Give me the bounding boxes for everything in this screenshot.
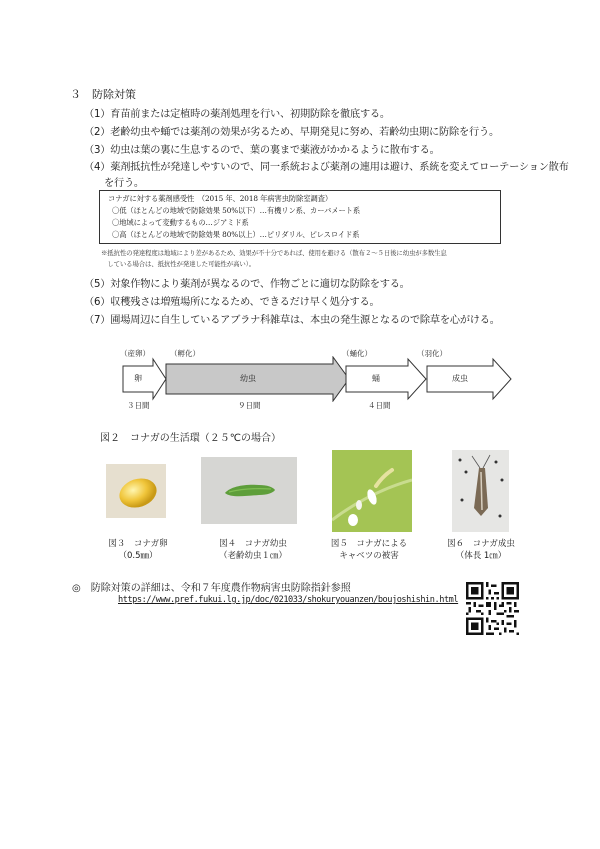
event-label-eclosion: （羽化）: [417, 349, 447, 358]
reference-link[interactable]: https://www.pref.fukui.lg.jp/doc/021033/shokuryouanzen/boujoshishin.html: [118, 595, 459, 605]
figure-3-caption: 図３ コナガ卵 （0.5㎜）: [108, 539, 168, 561]
arrow-larva: [166, 357, 349, 401]
duration-larva: ９日間: [238, 401, 261, 410]
list-item-4: （4）薬剤抵抗性が発達しやすいので、同一系統および薬剤の連用は避け、系統を変えてローテーション散布: [84, 162, 569, 173]
figure-4-caption: 図４ コナガ幼虫 （老齢幼虫１㎝）: [218, 539, 287, 561]
sensitivity-box: [99, 190, 501, 244]
sensitivity-row-low: 〇低（ほとんどの地域で防除効果 50%以下）…有機リン系、カーバメート系: [112, 206, 361, 215]
resistance-note-line-1: ※抵抗性の発達程度は地域により差があるため、効果が不十分であれば、使用を避ける（散布２～５日後に幼虫が多数生息: [101, 249, 447, 257]
list-item-3: （3）幼虫は葉の裏に生息するので、葉の裏まで薬液がかかるように散布する。: [84, 145, 440, 156]
figure-6-caption: 図６ コナガ成虫 （体長 1㎝）: [447, 539, 515, 561]
list-item-6: （6）収穫残さは増殖場所になるため、できるだけ早く処分する。: [84, 297, 380, 308]
figure-5-caption: 図５ コナガによる キャベツの被害: [330, 539, 408, 561]
event-label-hatching: （孵化）: [170, 349, 200, 358]
stage-larva: 幼虫: [240, 374, 256, 383]
resistance-note-line-2: している場合は、抵抗性が発達した可能性が高い）。: [101, 260, 256, 268]
arrow-pupa: [346, 359, 426, 399]
duration-pupa: ４日間: [368, 401, 391, 410]
sensitivity-row-variable: 〇地域によって変動するもの…ジアミド系: [112, 218, 249, 227]
list-item-5: （5）対象作物により薬剤が異なるので、作物ごとに適切な防除をする。: [84, 279, 410, 290]
adult-moth-photo: [452, 450, 509, 532]
list-item-4-cont: を行う。: [84, 178, 144, 189]
reference-text: ◎ 防除対策の詳細は、令和７年度農作物病害虫防除指針参照: [72, 583, 351, 594]
list-item-7: （7）圃場周辺に自生しているアブラナ科雑草は、本虫の発生源となるので除草を心がける。: [84, 315, 500, 326]
arrow-egg: [123, 359, 166, 399]
section-heading: ３ 防除対策: [70, 88, 136, 101]
cabbage-damage-photo: [332, 450, 412, 532]
list-item-1: （1）育苗前または定植時の薬剤処理を行い、初期防除を徹底する。: [84, 109, 390, 120]
event-label-pupation: （蛹化）: [342, 349, 372, 358]
sensitivity-row-high: 〇高（ほとんどの地域で防除効果 80%以上）…ピリダリル、ピレスロイド系: [112, 230, 360, 239]
egg-photo: [106, 464, 166, 518]
duration-egg: ３日間: [127, 401, 150, 410]
list-item-2: （2）老齢幼虫や蛹では薬剤の効果が劣るため、早期発見に努め、若齢幼虫期に防除を行う。: [84, 127, 499, 138]
lifecycle-caption: 図２ コナガの生活環（２５℃の場合）: [100, 433, 282, 444]
sensitivity-box-title: コナガに対する薬剤感受性 （2015 年、2018 年病害虫防除室調査）: [108, 194, 333, 203]
qr-code: [466, 582, 519, 635]
stage-adult: 成虫: [452, 374, 468, 383]
arrow-adult: [427, 359, 511, 399]
event-label-oviposition: （産卵）: [120, 349, 150, 358]
stage-pupa: 蛹: [372, 374, 380, 383]
larva-photo: [201, 457, 297, 524]
stage-egg: 卵: [134, 374, 142, 383]
